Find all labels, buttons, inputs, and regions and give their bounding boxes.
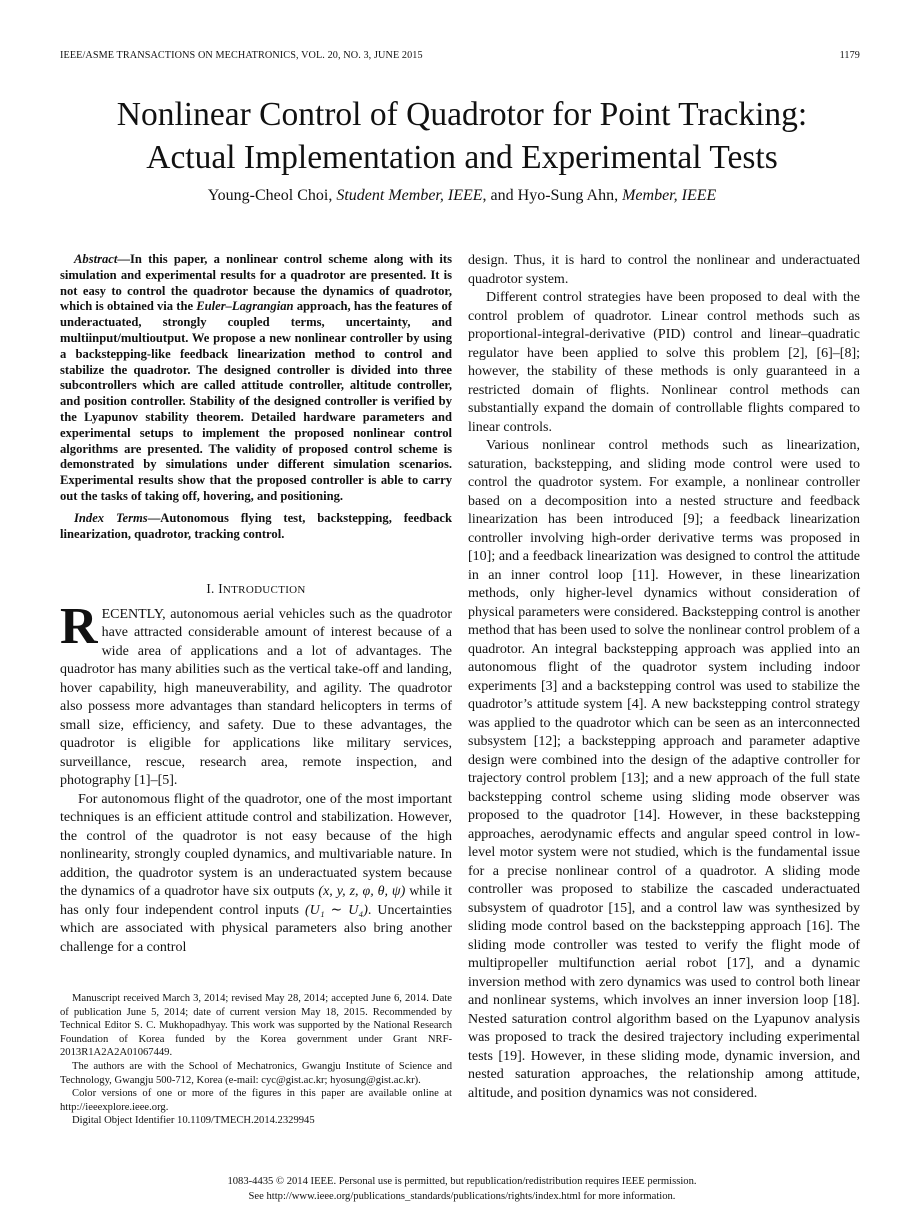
intro-paragraph-2 [60,791,452,958]
drop-cap: R [60,597,98,655]
section-numeral: I. [206,581,219,597]
section-heading-introduction [60,580,452,600]
index-terms-label: Index Terms [74,510,148,525]
abstract [60,252,452,505]
footnote-doi: Digital Object Identifier 10.1109/TMECH.2014.2329945 [72,1115,315,1127]
footnote-manuscript: Manuscript received March 3, 2014; revised May 28, 2014; accepted June 6, 2014. Date of publication June 5, 2014; date of current version May 18, 2015. Recommended by Technical Editor S. C. Mukhopadhyay. This work was supported by the National Research Foundation of Korea funded by the Korea government under Grant NRF-2013R1A2A2A01067449. [60,993,452,1059]
title-line-1: Nonlinear Control of Quadrotor for Point Tracking: [116,96,808,133]
copyright-footer [40,1174,884,1204]
abstract-text-a: In this paper, a nonlinear control scheme along with its simulation and experimental results for a quadrotor are presented. It is not easy to control the quadrotor because the dynamics of quadrotor, which is obtained via the [60,252,452,314]
footer-line-2: See http://www.ieee.org/publications_standards/publications/rights/index.html for more information. [248,1191,676,1202]
author-line: Young-Cheol Choi, Student Member, IEEE, and Hyo-Sung Ahn, Member, IEEE [207,187,717,204]
intro-p2-text-c: . Uncertainties which are associated with physical parameters also bring another challenge for a control [60,902,452,955]
intro-paragraph-1 [60,597,452,791]
author-2-name: Hyo-Sung Ahn [517,187,615,204]
intro-p2-text-b: while it has only four independent control inputs [60,884,453,918]
intro-p2-text-a: For autonomous flight of the quadrotor, one of the most important techniques is an efficient attitude control and stabilization. However, the control of the quadrotor is not easy because of the high nonlinearity, strongly coupled dynamics, and multivariable nature. In addition, the quadrotor system is an underactuated system because the dynamics of a quadrotor have six outputs [60,791,452,900]
page-number: 1179 [839,50,860,61]
abstract-dash: — [117,252,130,266]
journal-header: IEEE/ASME TRANSACTIONS ON MECHATRONICS, VOL. 20, NO. 3, JUNE 2015 [60,50,423,61]
author-2-role: Member, IEEE [622,187,717,204]
abstract-emphasis: Euler–Lagrangian [196,299,294,314]
title-line-2: Actual Implementation and Experimental Tests [146,139,778,176]
author-joiner: , and [482,187,518,204]
left-column [60,252,452,957]
intro-paragraph-3: design. Thus, it is hard to control the nonlinear and underactuated quadrotor system. [468,253,860,287]
index-terms-text: Autonomous flying test, backstepping, feedback linearization, quadrotor, tracking control. [60,510,452,541]
index-terms-dash: — [147,510,161,525]
abstract-label: Abstract [74,252,118,266]
intro-p1-text: ECENTLY, autonomous aerial vehicles such as the quadrotor have attracted considerable amount of interest because of a wide area of applications and a lot of advantages. The quadrotor has many abilities such as the vertical take-off and landing, hover capability, high maneuverability, and agility. The quadrotor also possess more advantages than standard helicopters in terms of small size, efficiency, and safety. Due to these advantages, the quadrotor is eligible for applications like military services, surveillance, rescue, research area, remote inspection, and photography [1]–[5]. [60,606,452,789]
footnote-affiliation: The authors are with the School of Mechatronics, Gwangju Institute of Science and Technology, Gwangju 500-712, Korea (e-mail: cyc@gist.ac.kr; hyosung@gist.ac.kr). [60,1060,452,1086]
intro-paragraph-4: Different control strategies have been proposed to deal with the control problem of quadrotor. Linear control methods such as proportional-integral-derivative (PID) control and linear–quadratic regulator have been applied to solve this problem [2], [6]–[8]; however, the stability of these methods is only guaranteed in a restricted domain of flights. Nonlinear control methods can substantially expand the domain of controllable flights compared to linear controls. [468,290,860,435]
section-initial: I [218,581,223,597]
author-1-role: Student Member, IEEE [336,187,483,204]
section-title-rest: NTRODUCTION [222,584,306,597]
index-terms [60,511,452,543]
author-1-name: Young-Cheol Choi [207,187,329,204]
math-inputs: (U₁ ∼ U₄) [304,902,368,918]
right-column [468,252,860,1103]
footer-line-1: 1083-4435 © 2014 IEEE. Personal use is permitted, but republication/redistribution requires IEEE permission. [227,1176,697,1187]
intro-paragraph-5: Various nonlinear control methods such as linearization, saturation, backstepping, and sliding mode control were used to control the quadrotor system. For example, a nonlinear controller based on a decomposition into a nested structure and feedback linearization has been introduced [9]; a feedback linearization controller involving high-order derivative terms was proposed in [10]; and a feedback linearization was designed to control the attitude in an inner control loop [11]. However, in these linearization methods, only higher-level dynamics without consideration of physical parameters were considered. Backstepping control is another method that has been used to solve the nonlinear control problem of a quadrotor. An integral backstepping approach was applied into an autonomous flight of the quadrotor system including indoor experiments [3] and a backstepping control was used to stabilize the quadrotor’s attitude system [4]. A new backstepping control strategy was applied to the quadrotor which can be seen as an interconnected subsystem [12]; a backstepping approach and parameter adaptive design were combined into the design of the adaptive controller for trajectory control problem [13]; and a new approach of the full state backstepping control scheme using sliding mode observer was proposed to the quadrotor [14]. However, in these backstepping approaches, aerodynamic effects and angular speed control in low-level motor system were not studied, which is the fundamental issue for a precise nonlinear control of a quadrotor. A sliding mode controller was proposed to stabilize the cascaded underactuated subsystem of quadrotor [15], and a control law was synthesized by sliding mode control based on the backstepping approach [16]. The sliding mode controller was tested to verify the flight mode of multipropeller multifunction aerial robot [17], and a dynamic inversion method with zero dynamics was used to control both linear and nonlinear systems, which involves an inner inversion loop [18]. Nested saturation control algorithm based on the Lyapunov analysis was proposed to track the desired trajectory including experimental tests [19]. However, in these sliding mode, dynamic inversion, and nested saturation approaches, the relationship among attitude, altitude, and position dynamics was not considered. [468,438,860,1101]
footnotes [60,992,452,1128]
footnote-color: Color versions of one or more of the figures in this paper are available online at http://ieeexplore.ieee.org. [60,1088,452,1113]
abstract-text-b: approach, has the features of underactuated, strongly coupled terms, uncertainty, and multiinput/multioutput. We propose a new nonlinear controller by using a backstepping-like feedback linearization method to control and stabilize the quadrotor. The designed controller is divided into three subcontrollers which are called attitude controller, altitude controller, and position controller. Stability of the designed controller is verified by the Lyapunov stability theorem. Detailed hardware parameters and experimental setups to implement the proposed nonlinear control algorithms are presented. The validity of proposed control scheme is demonstrated by simulations under different simulation scenarios. Experimental results show that the proposed controller is able to carry out the tasks of taking off, hovering, and positioning. [60,299,452,503]
math-outputs: (x, y, z, φ, θ, ψ) [318,884,406,900]
paper-title [40,93,884,179]
running-head [60,50,860,66]
